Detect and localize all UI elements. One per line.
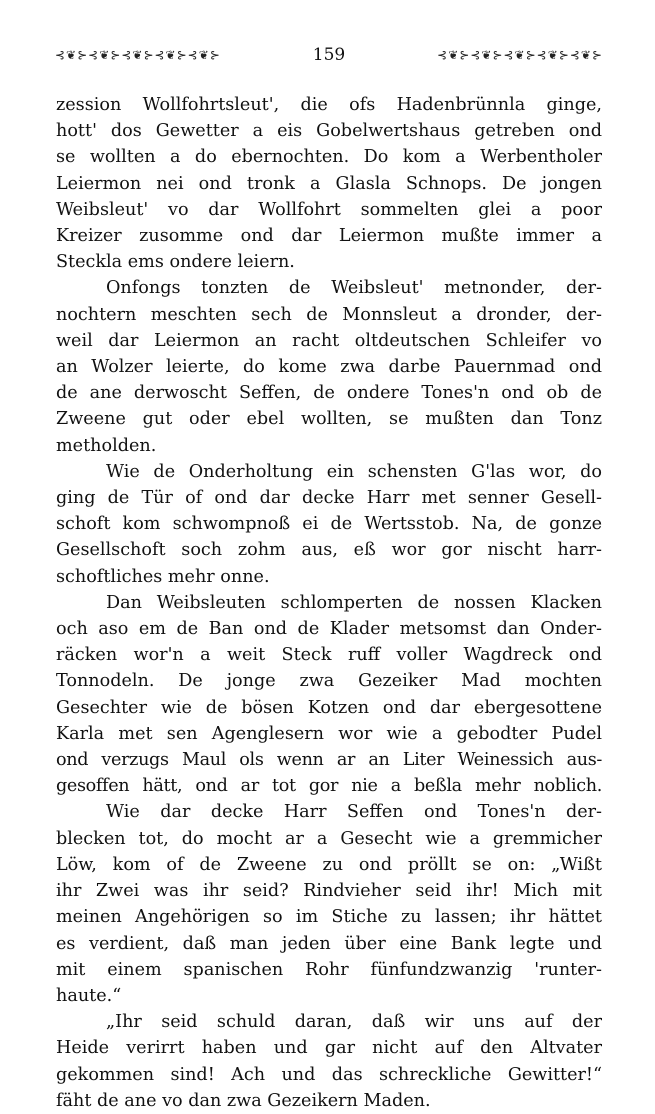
text-line: gekommen sind! Ach und das schreckliche Gewitter!“ xyxy=(56,1064,602,1085)
text-line: Gesellschoft soch zohm aus, eß wor gor nischt harr- xyxy=(56,540,602,561)
text-line: Leiermon nei ond tronk a Glasla Schnops. De jongen xyxy=(56,173,602,194)
text-line: Karla met sen Agenglesern wor wie a gebodter Pudel xyxy=(56,723,602,744)
text-line: Dan Weibsleuten schlomperten de nossen Klacken xyxy=(106,592,602,613)
text-line: ond verzugs Maul ols wenn ar an Liter Weinessich aus- xyxy=(56,750,602,771)
text-line: Kreizer zusomme ond dar Leiermon mußte immer a xyxy=(56,226,602,247)
text-line: räcken wor'n a weit Steck ruff voller Wagdreck ond xyxy=(56,645,602,666)
text-line: de ane derwoscht Seffen, de ondere Tones'n ond ob de xyxy=(56,383,602,404)
text-line: hott' dos Gewetter a eis Gobelwertshaus getreben ond xyxy=(56,121,602,142)
text-line: schoftliches mehr onne. xyxy=(56,566,270,587)
header-ornament-left: ⊰❦⊱⊰❦⊱⊰❦⊱⊰❦⊱⊰❦⊱ xyxy=(55,48,221,62)
text-line: fäht de ane vo dan zwa Gezeikern Maden. xyxy=(56,1090,431,1111)
text-line: zession Wollfohrtsleut', die ofs Hadenbrünnla ginge, xyxy=(56,95,602,115)
text-line: och aso em de Ban ond de Klader metsomst dan Onder- xyxy=(56,619,602,640)
text-line: es verdient, daß man jeden über eine Bank legte und xyxy=(56,933,602,954)
text-line: Steckla ems ondere leiern. xyxy=(56,252,295,273)
body-text xyxy=(56,92,602,1114)
text-line: haute.“ xyxy=(56,985,122,1006)
text-line: gesoffen hätt, ond ar tot gor nie a beßla mehr noblich. xyxy=(56,776,602,797)
text-line: blecken tot, do mocht ar a Gesecht wie a gremmicher xyxy=(56,828,602,849)
text-line: mit einem spanischen Rohr fünfundzwanzig 'runter- xyxy=(56,959,602,980)
text-line: se wollten a do ebernochten. Do kom a Werbentholer xyxy=(56,147,602,168)
text-line: Zweene gut oder ebel wollten, se mußten dan Tonz xyxy=(56,409,602,430)
text-line: Wie de Onderholtung ein schensten G'las wor, do xyxy=(106,461,602,482)
text-line: Löw, kom of de Zweene zu ond pröllt se on: „Wißt xyxy=(56,854,602,875)
header-ornament-right: ⊰❦⊱⊰❦⊱⊰❦⊱⊰❦⊱⊰❦⊱ xyxy=(437,48,603,62)
text-line: an Wolzer leierte, do kome zwa darbe Pauernmad ond xyxy=(56,357,602,378)
text-line: ihr Zwei was ihr seid? Rindvieher seid ihr! Mich mit xyxy=(56,881,602,902)
text-line: metholden. xyxy=(56,435,157,456)
text-line: Wie dar decke Harr Seffen ond Tones'n der- xyxy=(106,802,602,823)
text-line: nochtern meschten sech de Monnsleut a dronder, der- xyxy=(56,304,602,325)
text-line: ging de Tür of ond dar decke Harr met senner Gesell- xyxy=(56,488,602,509)
text-line: schoft kom schwompnoß ei de Wertsstob. Na, de gonze xyxy=(56,514,602,535)
text-line: meinen Angehörigen so im Stiche zu lassen; ihr hättet xyxy=(56,907,602,928)
text-line: Onfongs tonzten de Weibsleut' metnonder, der- xyxy=(106,278,602,299)
text-line: Tonnodeln. De jonge zwa Gezeiker Mad mochten xyxy=(56,671,602,692)
page-number: 159 xyxy=(312,45,346,65)
page-header xyxy=(55,44,603,66)
text-line: weil dar Leiermon an racht oltdeutschen Schleifer vo xyxy=(56,330,602,351)
text-line: „Ihr seid schuld daran, daß wir uns auf der xyxy=(106,1012,602,1033)
text-line: Weibsleut' vo dar Wollfohrt sommelten glei a poor xyxy=(56,199,602,220)
text-line: Gesechter wie de bösen Kotzen ond dar ebergesottene xyxy=(56,697,602,718)
text-line: Heide verirrt haben und gar nicht auf den Altvater xyxy=(56,1038,602,1059)
